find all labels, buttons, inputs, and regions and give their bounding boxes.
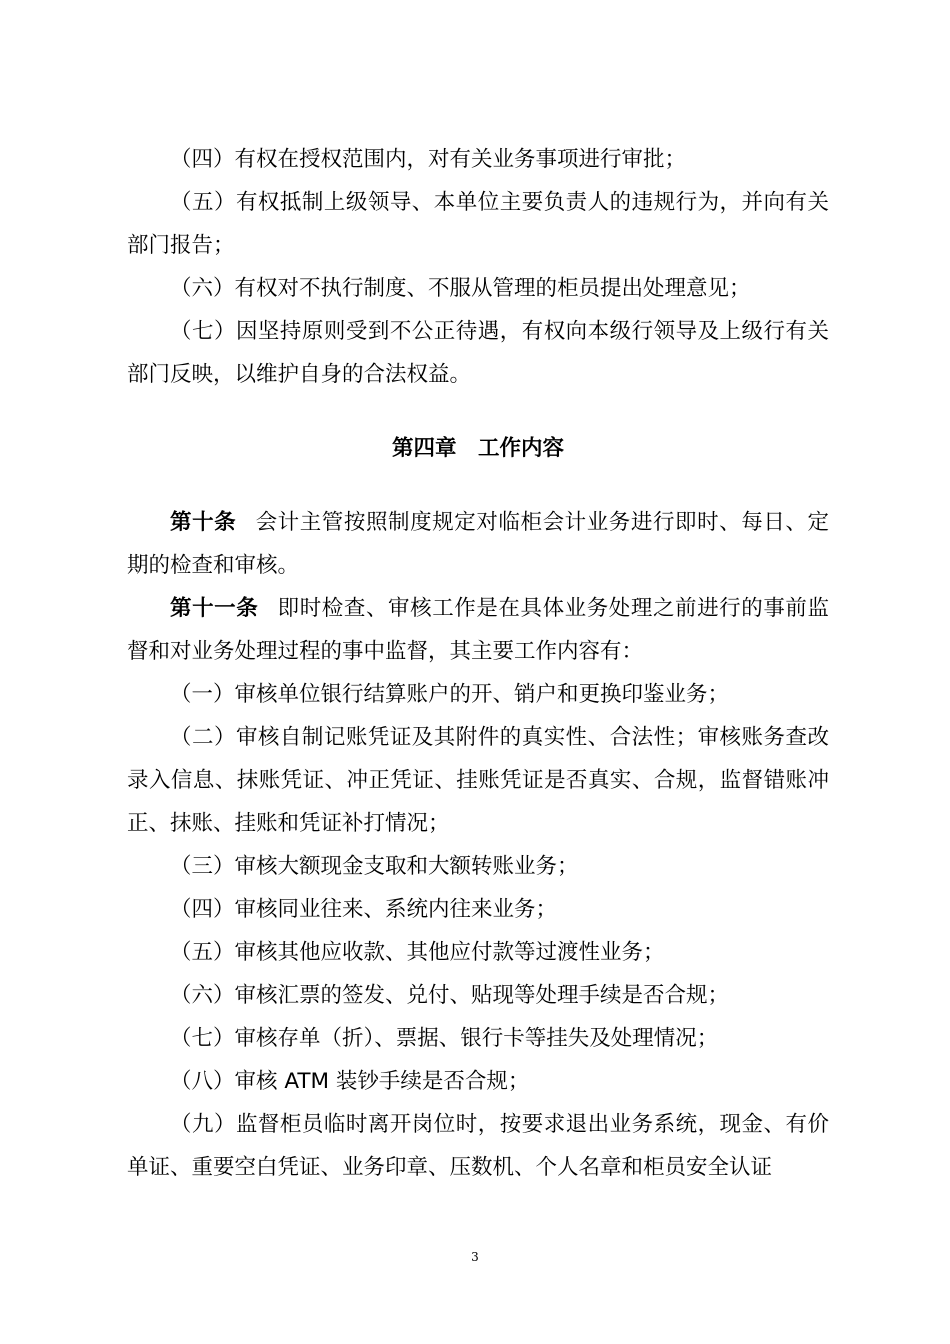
list-item: （九）监督柜员临时离开岗位时，按要求退出业务系统，现金、有价单证、重要空白凭证、业务印章、压数机、个人名章和柜员安全认证 [127, 1112, 829, 1180]
list-item: （三）审核大额现金支取和大额转账业务； [170, 854, 579, 879]
page-number: 3 [471, 1250, 479, 1264]
list-item: （六）审核汇票的签发、兑付、贴现等处理手续是否合规； [170, 983, 730, 1008]
list-item: （一）审核单位银行结算账户的开、销户和更换印鉴业务； [170, 682, 730, 707]
article-text: 会计主管按照制度规定对临柜会计业务进行即时、每日、定期的检查和审核。 [127, 510, 829, 578]
list-item: （八）审核 ATM 装钞手续是否合规； [170, 1069, 530, 1094]
list-item: （四）审核同业往来、系统内往来业务； [170, 897, 558, 922]
article-label: 第十条 [170, 510, 237, 535]
list-item: （六）有权对不执行制度、不服从管理的柜员提出处理意见； [170, 276, 751, 301]
article-label: 第十一条 [170, 596, 259, 621]
document-body [127, 138, 829, 1189]
list-item: （五）有权抵制上级领导、本单位主要负责人的违规行为，并向有关部门报告； [127, 190, 829, 258]
list-item: （七）因坚持原则受到不公正待遇，有权向本级行领导及上级行有关部门反映，以维护自身的合法权益。 [127, 319, 829, 387]
chapter-heading: 第四章 工作内容 [391, 436, 564, 461]
article-eleven [127, 587, 829, 673]
list-item: （五）审核其他应收款、其他应付款等过渡性业务； [170, 940, 665, 965]
list-item: （七）审核存单（折）、票据、银行卡等挂失及处理情况； [170, 1026, 719, 1051]
list-item: （二）审核自制记账凭证及其附件的真实性、合法性；审核账务查改录入信息、抹账凭证、冲正凭证、挂账凭证是否真实、合规，监督错账冲正、抹账、挂账和凭证补打情况； [127, 725, 829, 836]
article-text: 即时检查、审核工作是在具体业务处理之前进行的事前监督和对业务处理过程的事中监督，其主要工作内容有： [127, 596, 829, 664]
article-ten [127, 501, 829, 587]
list-item: （四）有权在授权范围内，对有关业务事项进行审批； [170, 147, 687, 172]
